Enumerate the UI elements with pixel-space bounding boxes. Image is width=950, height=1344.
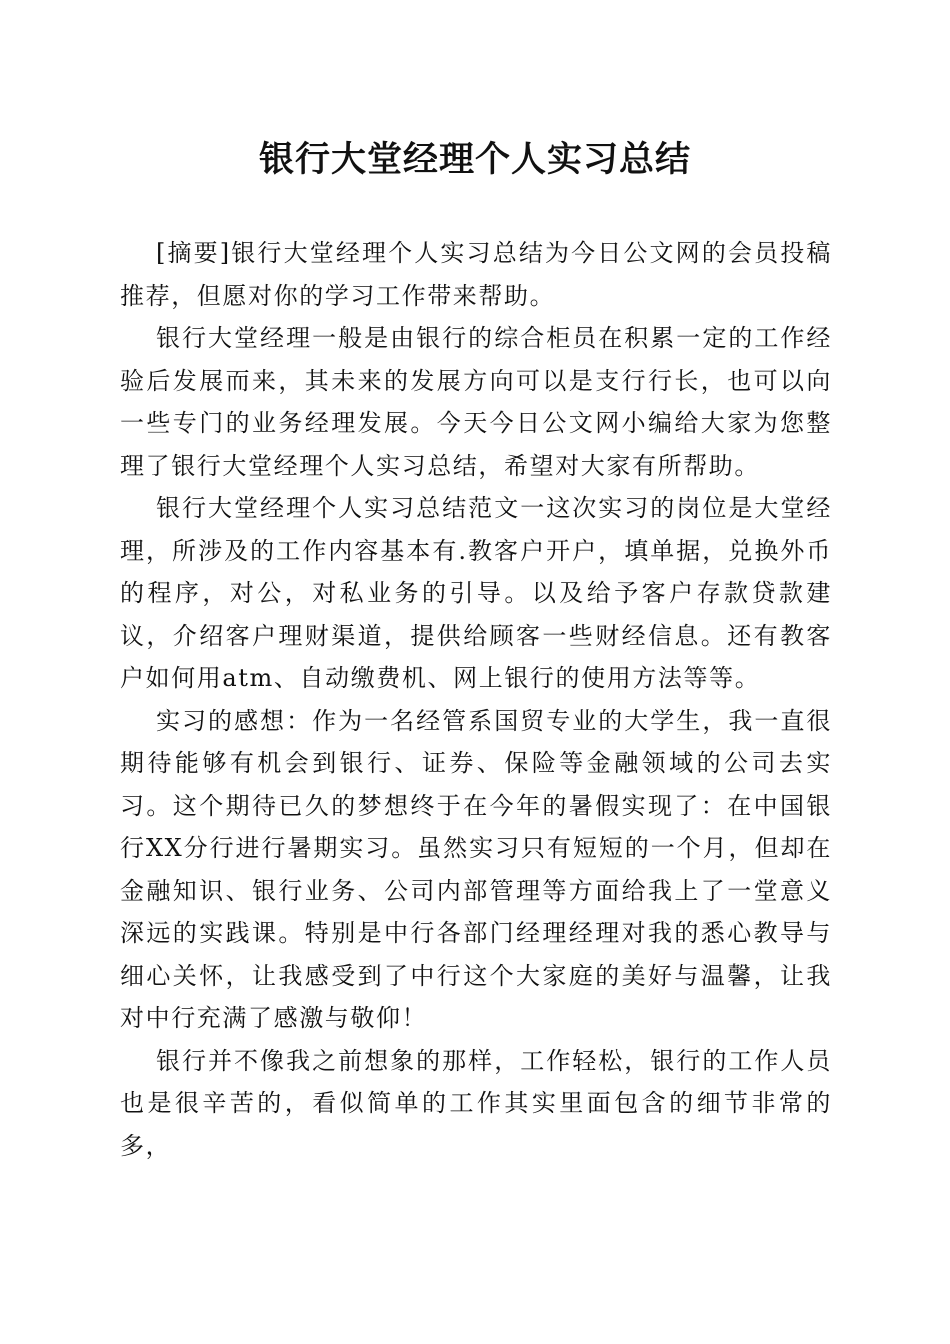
document-title: 银行大堂经理个人实习总结 bbox=[258, 139, 691, 180]
paragraph-bank-work: 银行并不像我之前想象的那样，工作轻松，银行的工作人员也是很辛苦的，看似简单的工作其实里面包含的细节非常的多， bbox=[120, 1046, 832, 1160]
paragraph-reflection: 实习的感想：作为一名经管系国贸专业的大学生，我一直很期待能够有机会到银行、证券、保险等金融领域的公司去实习。这个期待已久的梦想终于在今年的暑假实现了：在中国银行XX分行进行暑期实习。虽然实习只有短短的一个月，但却在金融知识、银行业务、公司内部管理等方面给我上了一堂意义深远的实践课。特别是中行各部门经理经理对我的悉心教导与细心关怀，让我感受到了中行这个大家庭的美好与温馨，让我对中行充满了感激与敬仰！ bbox=[120, 706, 832, 1032]
paragraph-sample-one: 银行大堂经理个人实习总结范文一这次实习的岗位是大堂经理，所涉及的工作内容基本有.教客户开户，填单据，兑换外币的程序，对公，对私业务的引导。以及给予客户存款贷款建议，介绍客户理财渠道，提供给顾客一些财经信息。还有教客户如何用atm、自动缴费机、网上银行的使用方法等等。 bbox=[120, 494, 832, 692]
paragraph-abstract: [摘要]银行大堂经理个人实习总结为今日公文网的会员投稿推荐，但愿对你的学习工作带来帮助。 bbox=[120, 239, 832, 310]
paragraph-intro: 银行大堂经理一般是由银行的综合柜员在积累一定的工作经验后发展而来，其未来的发展方向可以是支行行长，也可以向一些专门的业务经理发展。今天今日公文网小编给大家为您整理了银行大堂经理个人实习总结，希望对大家有所帮助。 bbox=[120, 324, 832, 480]
document-body bbox=[120, 232, 832, 1167]
